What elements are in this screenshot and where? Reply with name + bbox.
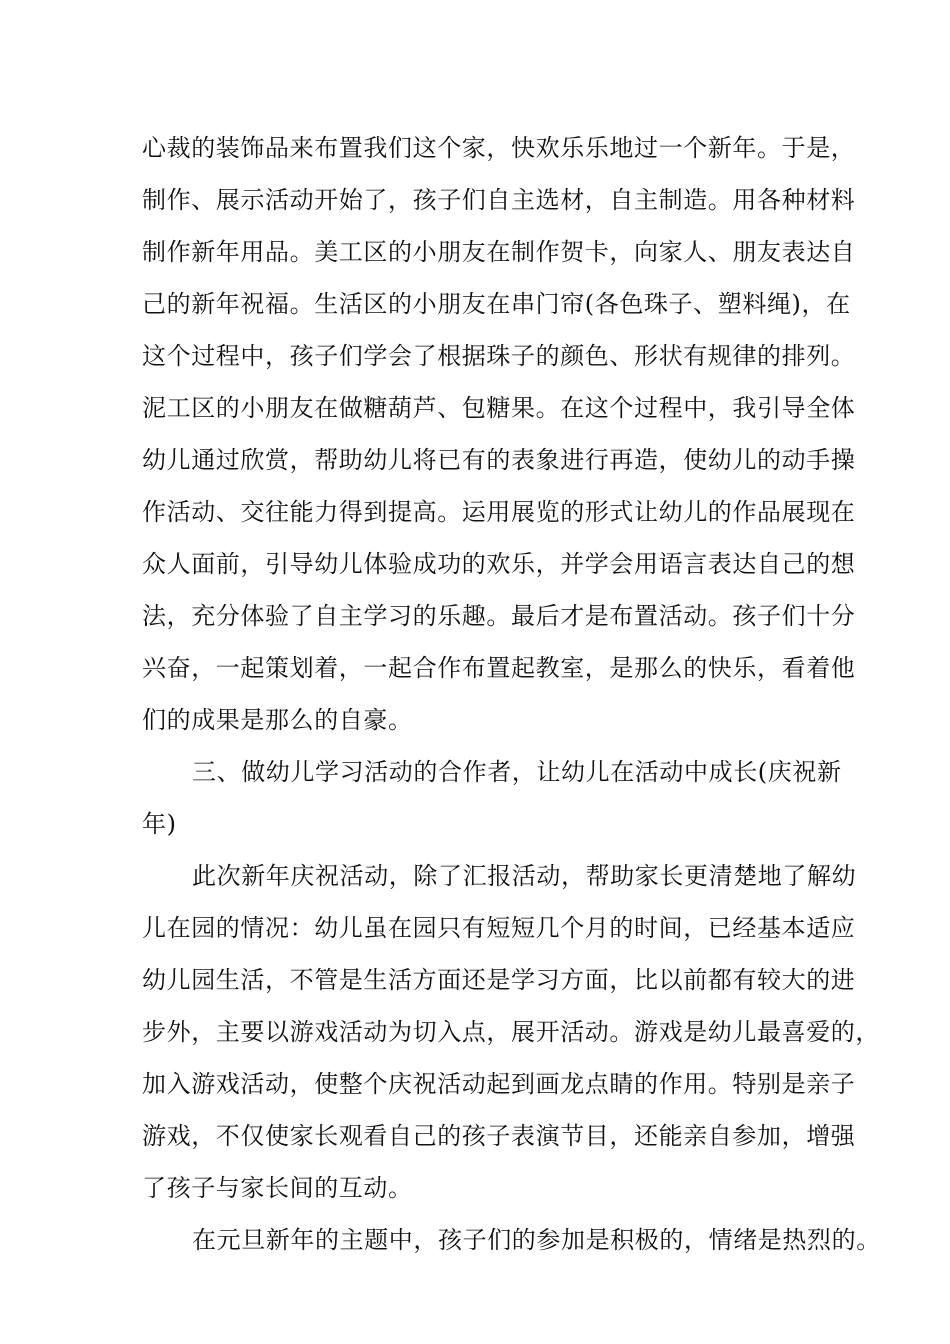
- paragraph-line: 们的成果是那么的自豪。: [142, 706, 413, 734]
- paragraph-line: 制作、展示活动开始了，孩子们自主选材，自主制造。用各种材料: [142, 186, 856, 214]
- paragraph-line: 制作新年用品。美工区的小朋友在制作贺卡，向家人、朋友表达自: [142, 238, 856, 266]
- paragraph-line: 了孩子与家长间的互动。: [142, 1174, 413, 1202]
- paragraph-line: 加入游戏活动，使整个庆祝活动起到画龙点睛的作用。特别是亲子: [142, 1070, 856, 1098]
- paragraph-line: 步外，主要以游戏活动为切入点，展开活动。游戏是幼儿最喜爱的，: [142, 1018, 880, 1046]
- paragraph-line: 幼儿通过欣赏，帮助幼儿将已有的表象进行再造，使幼儿的动手操: [142, 446, 856, 474]
- paragraph-line: 幼儿园生活，不管是生活方面还是学习方面，比以前都有较大的进: [142, 966, 856, 994]
- paragraph-line: 这个过程中，孩子们学会了根据珠子的颜色、形状有规律的排列。: [142, 342, 856, 370]
- section-heading: 三、做幼儿学习活动的合作者，让幼儿在活动中成长(庆祝新: [192, 758, 842, 786]
- paragraph-line: 众人面前，引导幼儿体验成功的欢乐，并学会用语言表达自己的想: [142, 550, 856, 578]
- paragraph-line: 心裁的装饰品来布置我们这个家，快欢乐乐地过一个新年。于是，: [142, 134, 856, 162]
- paragraph-line: 法，充分体验了自主学习的乐趣。最后才是布置活动。孩子们十分: [142, 602, 856, 630]
- paragraph-line: 儿在园的情况：幼儿虽在园只有短短几个月的时间，已经基本适应: [142, 914, 856, 942]
- paragraph-line: 泥工区的小朋友在做糖葫芦、包糖果。在这个过程中，我引导全体: [142, 394, 856, 422]
- paragraph-line: 游戏，不仅使家长观看自己的孩子表演节目，还能亲自参加，增强: [142, 1122, 856, 1150]
- paragraph-line: 在元旦新年的主题中，孩子们的参加是积极的，情绪是热烈的。: [192, 1226, 881, 1254]
- paragraph-line: 作活动、交往能力得到提高。运用展览的形式让幼儿的作品展现在: [142, 498, 856, 526]
- paragraph-line: 此次新年庆祝活动，除了汇报活动，帮助家长更清楚地了解幼: [192, 862, 857, 890]
- section-heading-continuation: 年): [142, 810, 177, 838]
- paragraph-line: 己的新年祝福。生活区的小朋友在串门帘(各色珠子、塑料绳)，在: [142, 290, 851, 318]
- paragraph-line: 兴奋，一起策划着，一起合作布置起教室，是那么的快乐，看着他: [142, 654, 856, 682]
